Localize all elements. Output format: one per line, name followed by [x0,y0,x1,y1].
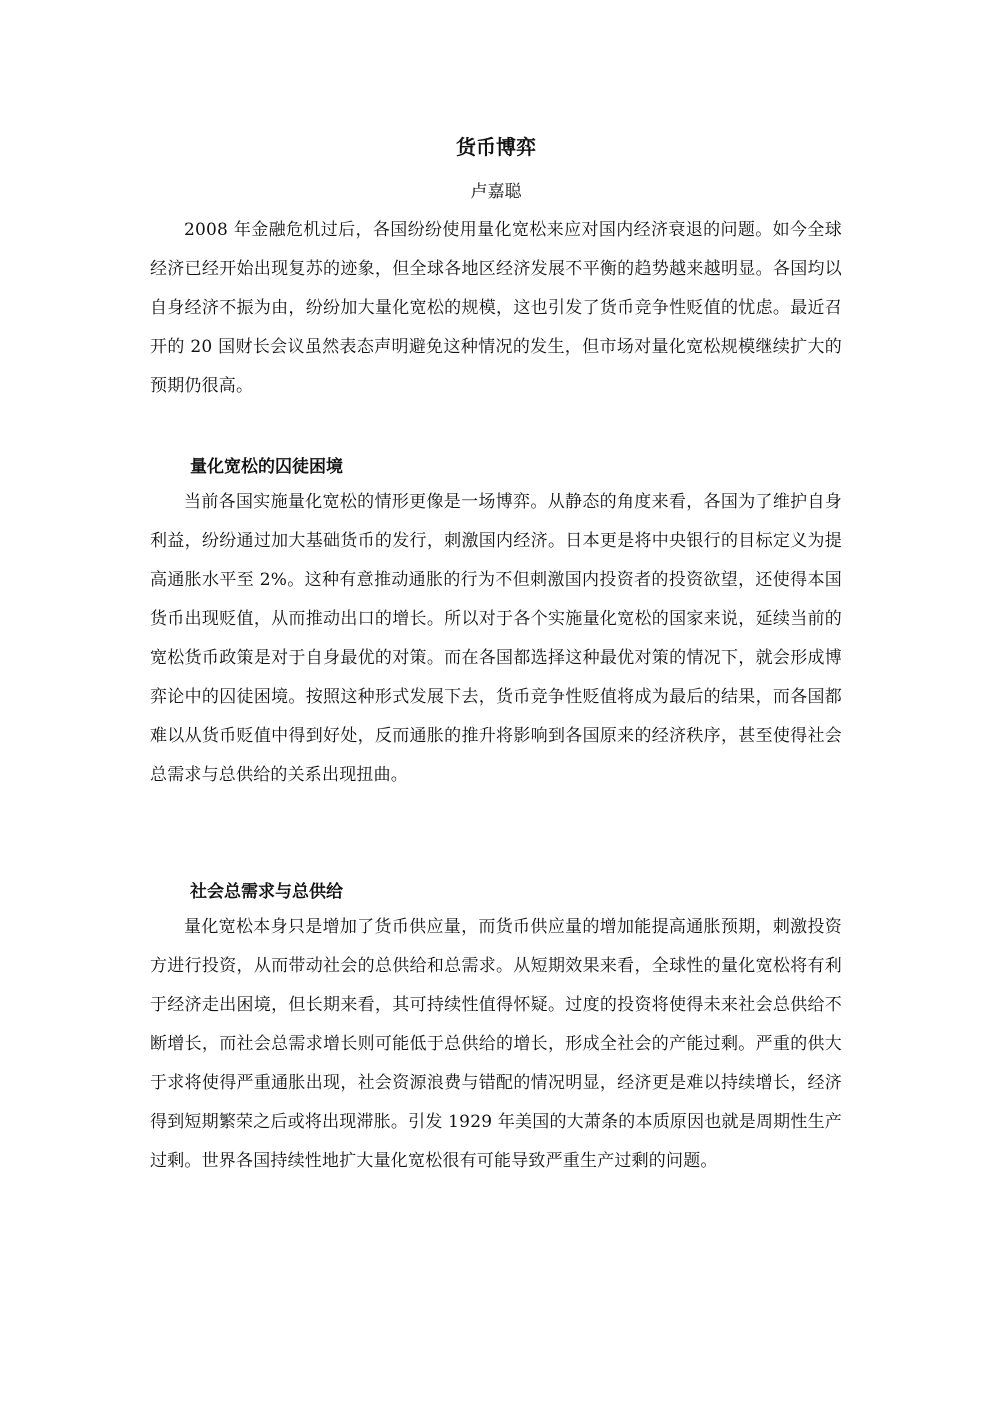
section-1-paragraph: 当前各国实施量化宽松的情形更像是一场博弈。从静态的角度来看，各国为了维护自身利益，纷纷通过加大基础货币的发行，刺激国内经济。日本更是将中央银行的目标定义为提高通胀水平至 2%。这种有意推动通胀的行为不但刺激国内投资者的投资欲望，还使得本国货币出现贬值，从而推动出口的增长。所以对于各个实施量化宽松的国家来说，延续当前的宽松货币政策是对于自身最优的对策。而在各国都选择这种最优对策的情况下，就会形成博弈论中的囚徒困境。按照这种形式发展下去，货币竞争性贬值将成为最后的结果，而各国都难以从货币贬值中得到好处，反而通胀的推升将影响到各国原来的经济秩序，甚至使得社会总需求与总供给的关系出现扭曲。 [150,492,842,785]
intro-paragraph: 2008 年金融危机过后，各国纷纷使用量化宽松来应对国内经济衰退的问题。如今全球经济已经开始出现复苏的迹象，但全球各地区经济发展不平衡的趋势越来越明显。各国均以自身经济不振为由，纷纷加大量化宽松的规模，这也引发了货币竞争性贬值的忧虑。最近召开的 20 国财长会议虽然表态声明避免这种情况的发生，但市场对量化宽松规模继续扩大的预期仍很高。 [150,220,842,396]
section-2-paragraph: 量化宽松本身只是增加了货币供应量，而货币供应量的增加能提高通胀预期，刺激投资方进行投资，从而带动社会的总供给和总需求。从短期效果来看，全球性的量化宽松将有利于经济走出困境，但长期来看，其可持续性值得怀疑。过度的投资将使得未来社会总供给不断增长，而社会总需求增长则可能低于总供给的增长，形成全社会的产能过剩。严重的供大于求将使得严重通胀出现，社会资源浪费与错配的情况明显，经济更是难以持续增长，经济得到短期繁荣之后或将出现滞胀。引发 1929 年美国的大萧条的本质原因也就是周期性生产过剩。世界各国持续性地扩大量化宽松很有可能导致严重生产过剩的问题。 [150,917,842,1171]
author-name: 卢嘉聪 [470,182,522,202]
section-heading-supply-demand: 社会总需求与总供给 [190,882,343,902]
document-title: 货币博弈 [456,135,536,159]
section-heading-prisoners-dilemma: 量化宽松的囚徒困境 [190,457,343,477]
